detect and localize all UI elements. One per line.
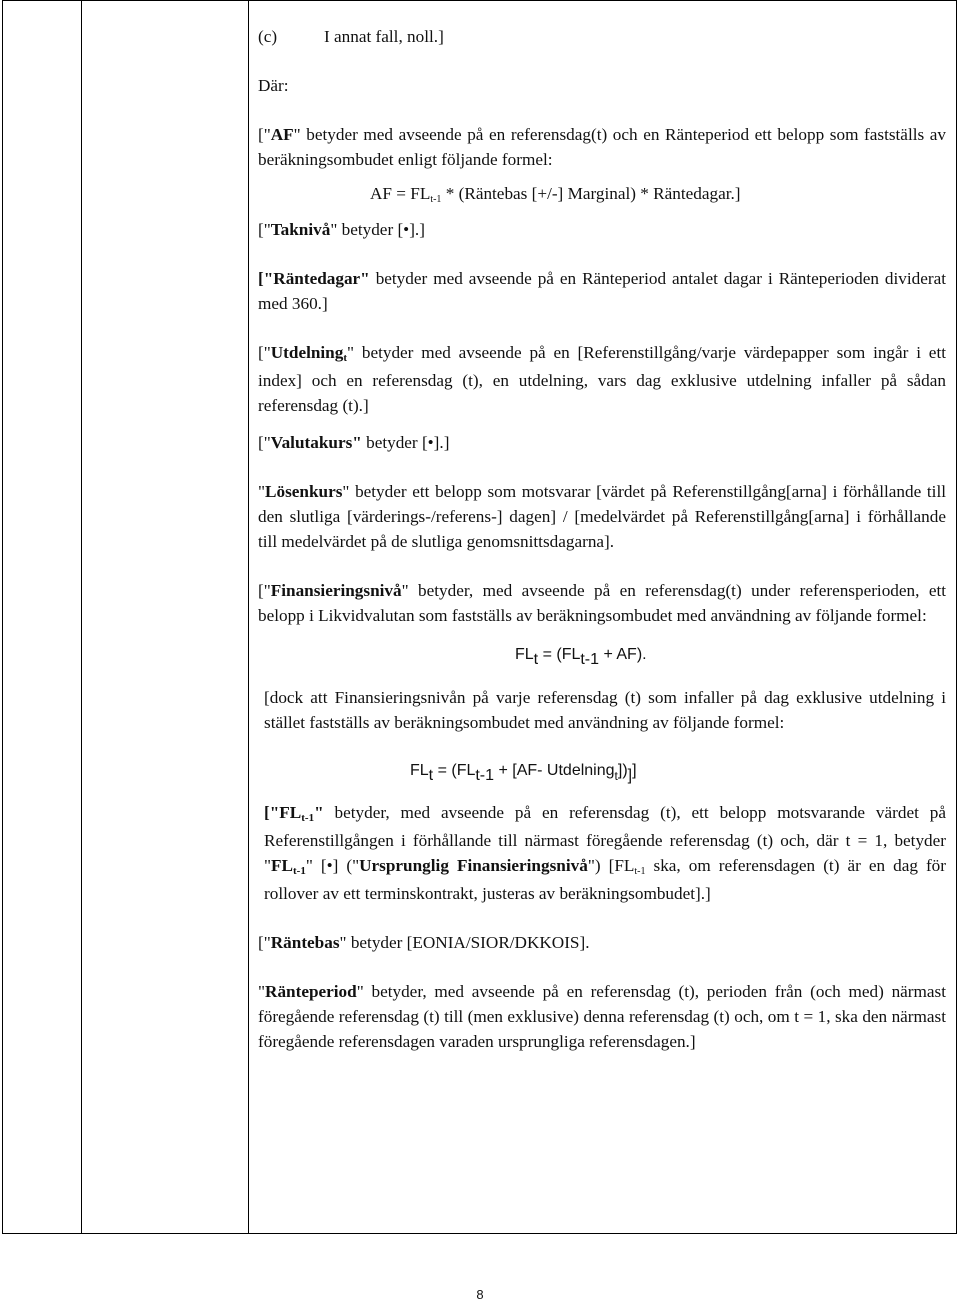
term: Ursprunglig Finansieringsnivå — [359, 856, 588, 875]
dock-clause: [dock att Finansieringsnivån på varje referensdag (t) som infaller på dag exklusive utdelning i stället fastställs av beräkningsombudet med användning av följande formel: — [264, 688, 946, 732]
term: Utdelning — [270, 343, 344, 362]
definition-valutakurs: ["Valutakurs" betyder [•].] — [258, 433, 450, 452]
definition-fl: ["FLt-1" betyder, med avseende på en referensdag (t), ett belopp motsvarande värdet på Referenstillgången i förhållande till närmast föregående referensdag (t) och, där t = 1, betyder "FLt-1" [•] ("Ursprunglig Finansieringsnivå") [FLt-1 ska, om referensdagen (t) är en dag för rollover av ett terminskontrakt, justeras av beräkningsombudet].] — [264, 803, 946, 903]
term: Räntedagar" — [273, 269, 370, 288]
clause-label: (c) — [258, 27, 278, 46]
definition-finansieringsniva: ["Finansieringsnivå" betyder, med avseende på en referensdag(t) under referensperioden, ett belopp i Likvidvalutan som fastställs av beräkningsombudet med användning av följande formel: — [258, 581, 946, 625]
definition-rantedagar: ["Räntedagar" betyder med avseende på en Ränteperiod antalet dagar i Ränteperioden dividerat med 360.] — [258, 269, 946, 313]
clause-text: I annat fall, noll.] — [324, 27, 444, 46]
definitions-content — [258, 24, 946, 1054]
formula-fl-utdelning: FLt = (FLt-1 + [AF- Utdelning$_t$])]] — [410, 762, 637, 784]
definition-rantebas: ["Räntebas" betyder [EONIA/SIOR/DKKOIS]. — [258, 933, 590, 952]
formula-af: AF = FLt-1 * (Räntebas [+/-] Marginal) * Räntedagar.] — [370, 184, 741, 205]
column-divider — [248, 1, 249, 1233]
definition-losenkurs: "Lösenkurs" betyder ett belopp som motsvarar [värdet på Referenstillgång[arna] i förhållande till den slutliga [värderings-/referens-] dagen] / [medelvärdet på Referenstillgång[arna] i förhållande till medelvärdet på de slutliga genomsnittsdagarna]. — [258, 482, 946, 551]
definition-utdelning: ["Utdelningt" betyder med avseende på en [Referenstillgång/varje värdepapper som ingår i ett index] och en referensdag (t), en utdelning, vars dag exklusive utdelning infaller på sådan referensdag (t).] — [258, 343, 946, 415]
term: Ränteperiod — [265, 982, 357, 1001]
clause-c — [258, 24, 946, 49]
term: Finansieringsnivå — [270, 581, 402, 600]
formula-fl: FLt = (FLt-1 + AF). — [515, 646, 647, 668]
term: Lösenkurs — [265, 482, 343, 501]
column-divider — [81, 1, 82, 1233]
term: Taknivå — [270, 220, 331, 239]
definition-ranteperiod: "Ränteperiod" betyder, med avseende på en referensdag (t), perioden från (och med) närmast föregående referensdag (t) till (men exklusive) denna referensdag (t) och, om t = 1, ska den närmast föregående referensdagen varaden ursprungliga referensdagen.] — [258, 982, 946, 1051]
term: Valutakurs" — [270, 433, 362, 452]
term: FL — [279, 803, 302, 822]
dar-label: Där: — [258, 76, 289, 95]
definition-af: ["AF" betyder med avseende på en referensdag(t) och en Ränteperiod ett belopp som fastställs av beräkningsombudet enligt följande formel: — [258, 125, 946, 169]
page-number: 8 — [476, 1287, 484, 1302]
definition-taknivaa: ["Taknivå" betyder [•].] — [258, 220, 425, 239]
term: AF — [270, 125, 294, 144]
term: Räntebas — [270, 933, 340, 952]
